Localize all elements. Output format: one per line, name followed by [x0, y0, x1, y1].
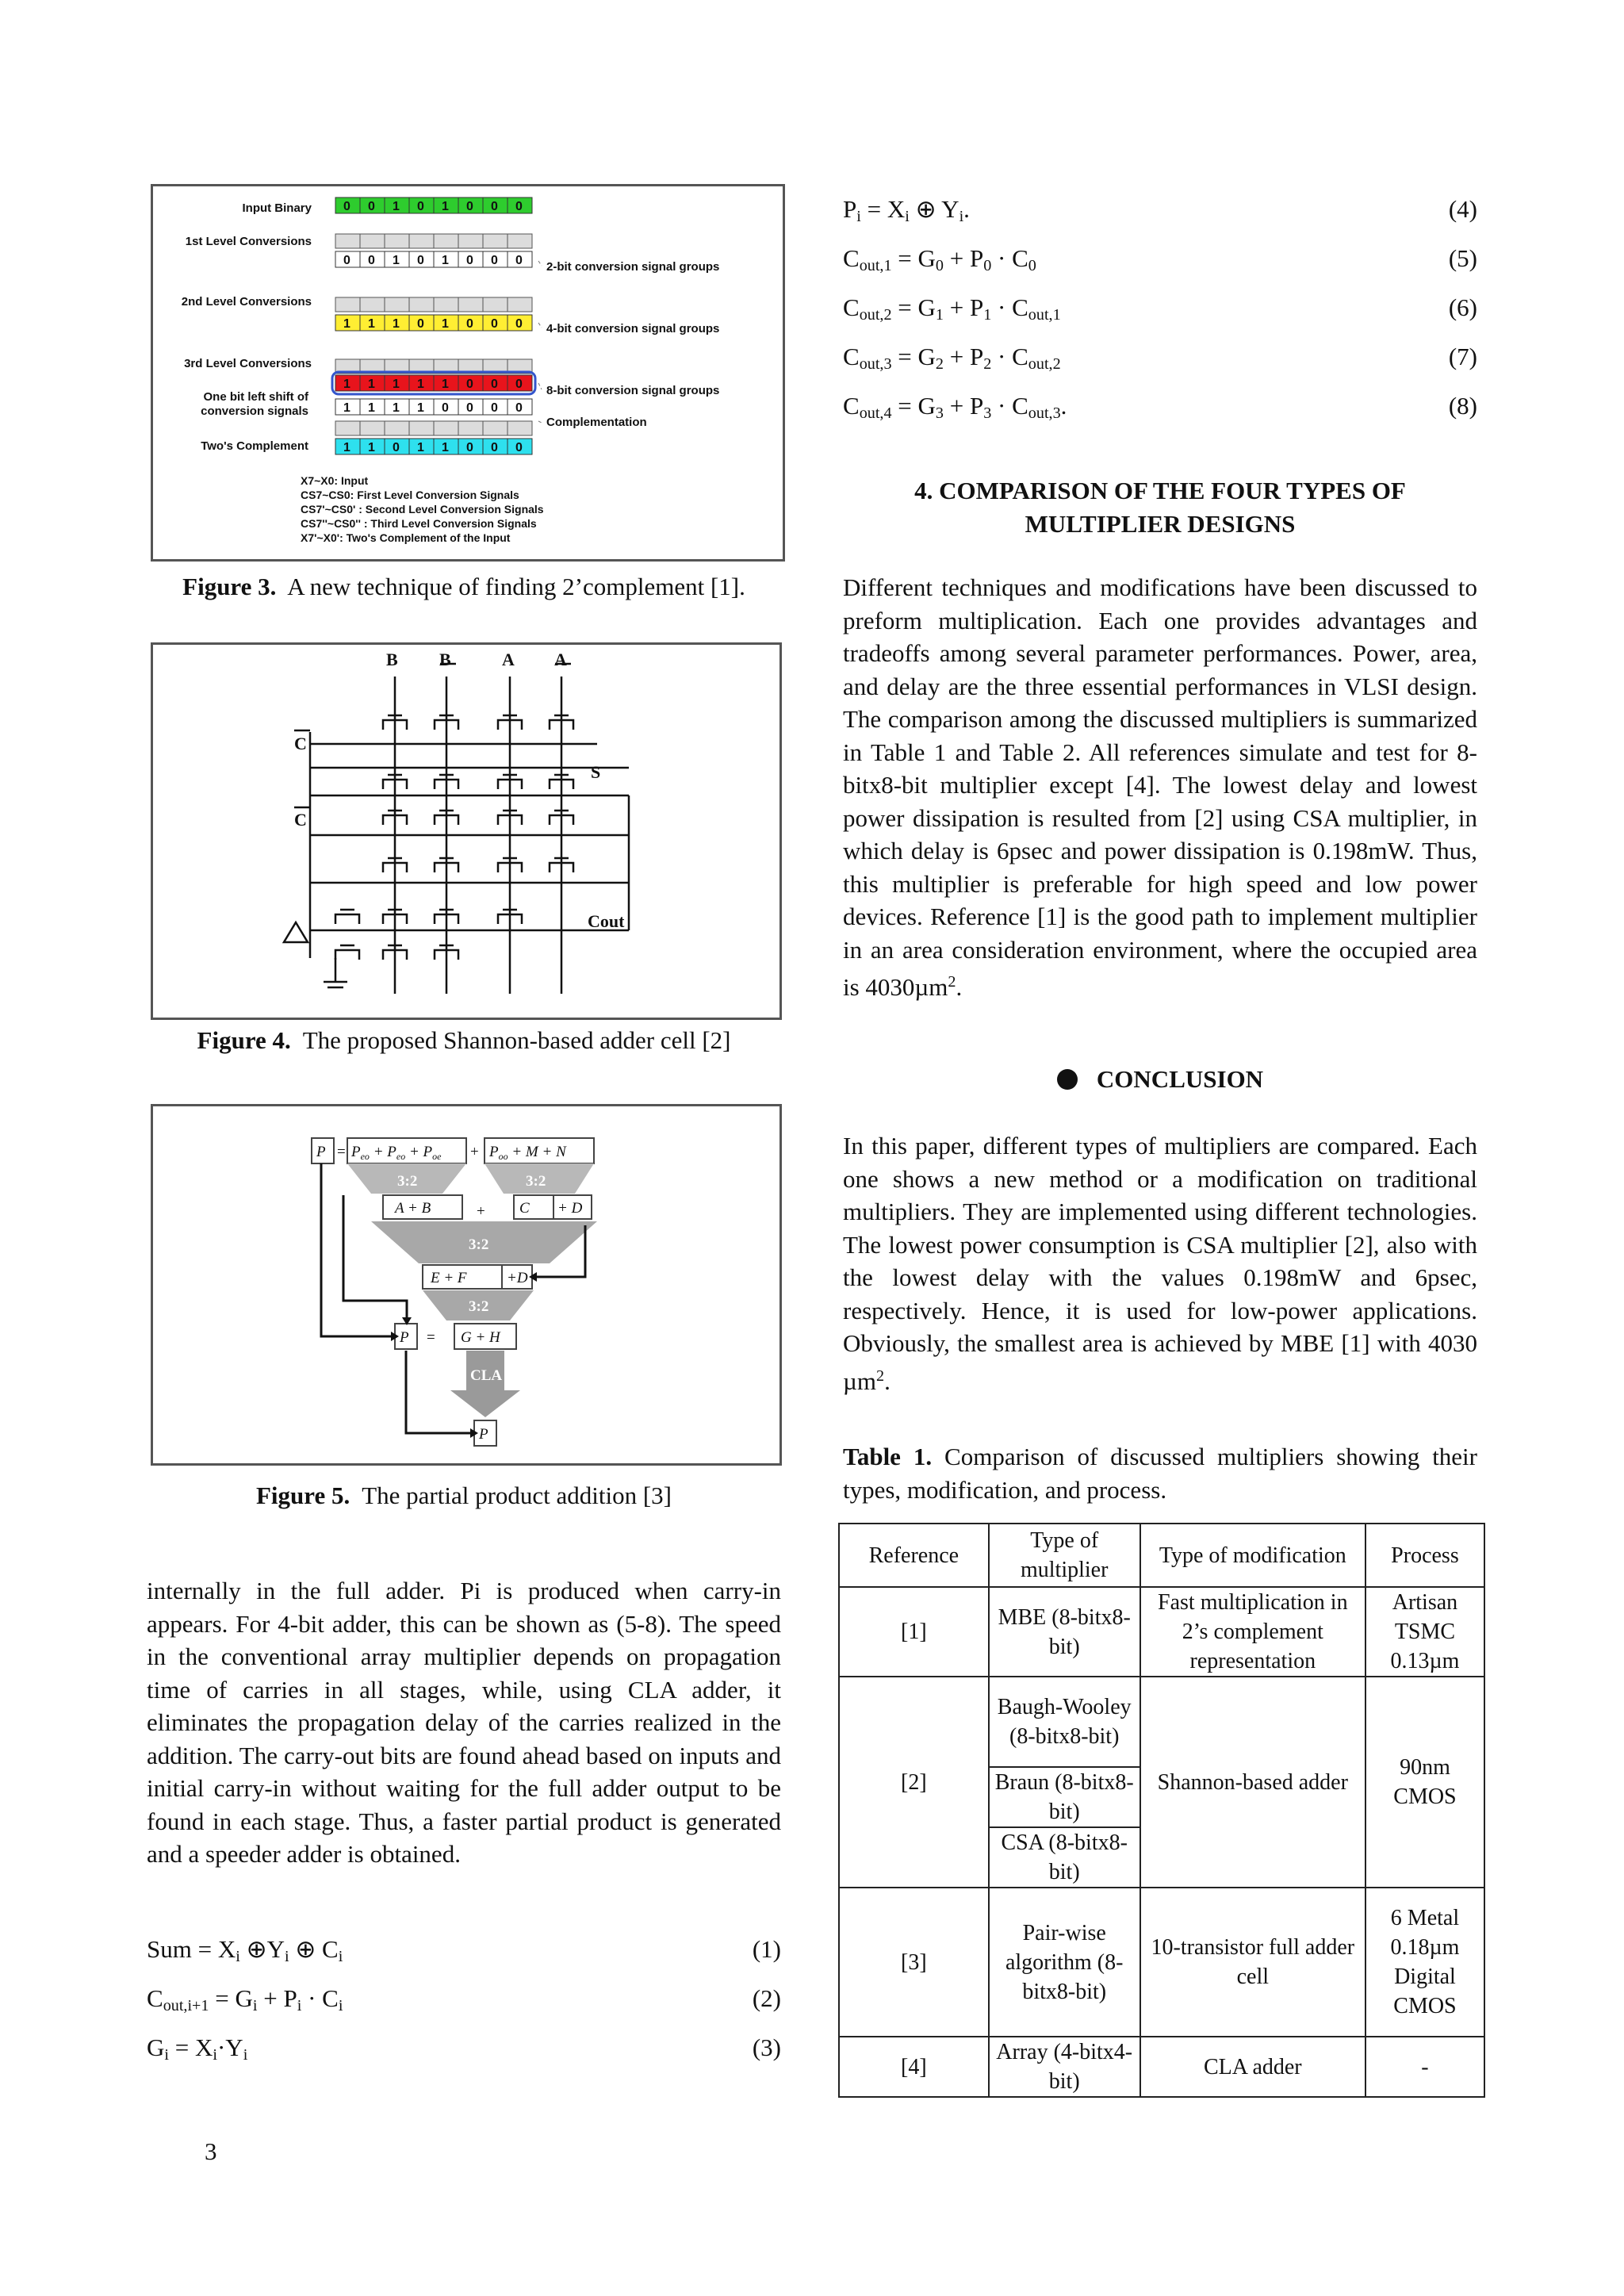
fig4-label-a: A [502, 650, 515, 669]
fig4-label-bbar: B [439, 650, 451, 669]
fig3-bit-value: 0 [417, 200, 424, 213]
fig3-signal-cell [434, 421, 458, 435]
fig3-label-twos: Two's Complement [201, 439, 308, 453]
table-cell-proc-1: Artisan TSMC 0.13µm [1365, 1587, 1484, 1677]
fig3-bit-value: 0 [491, 401, 498, 415]
fig3-bit-value: 1 [442, 317, 449, 331]
fig3-signal-cell [434, 297, 458, 312]
fig3-signal-cell [434, 234, 458, 248]
fig3-signal-cell [458, 421, 483, 435]
fig3-bit-value: 0 [515, 401, 523, 415]
table-cell-type-1: MBE (8-bitx8-bit) [989, 1587, 1140, 1677]
fig3-bit-value: 0 [368, 254, 375, 267]
equation-6: $C_{out,2} = G_1 + P_1 \cdot C_{out,1}$ (6) [843, 293, 1477, 324]
equation-5-number: (5) [1448, 244, 1477, 272]
svg-text:Peo + Peo + Poe: $P_{eo} + P_{eo} + P_{oe}$ [351, 1144, 442, 1162]
table-header-process: Process [1365, 1524, 1484, 1587]
fig3-bit-value: 0 [515, 378, 523, 391]
fig3-bit-value: 0 [491, 441, 498, 454]
figure-4-caption [147, 1026, 781, 1055]
table-cell-mod-3: 10-transistor full adder cell [1140, 1888, 1365, 2037]
page-number: 3 [205, 2137, 217, 2165]
fig4-label-abar: A [554, 650, 567, 669]
fig3-bit-value: 0 [515, 254, 523, 267]
fig3-signal-cell [483, 297, 508, 312]
fig3-bit-value: 0 [466, 200, 473, 213]
fig3-signal-cell [385, 234, 409, 248]
figure-5 [151, 1104, 782, 1466]
fig3-bit-value: 1 [393, 378, 400, 391]
table-row [839, 1677, 1484, 1767]
fig3-bit-value: 1 [417, 441, 424, 454]
fig3-legend-3: CS7''~CS0'' : Third Level Conversion Signals [301, 517, 537, 530]
fig3-legend-4: X7'~X0': Two's Complement of the Input [301, 531, 511, 544]
svg-text:G + H: G + H [461, 1329, 500, 1346]
equation-2-number: (2) [752, 1984, 781, 2012]
fig3-legend-1: CS7~CS0: First Level Conversion Signals [301, 489, 519, 501]
svg-text:P: P [316, 1144, 326, 1160]
fig5-cla: CLA [470, 1367, 503, 1384]
fig3-bit-value: 1 [368, 441, 375, 454]
conclusion-title [843, 1063, 1477, 1096]
fig3-bit-value: 0 [491, 378, 498, 391]
fig3-group-8bit: 8-bit conversion signal groups [546, 384, 720, 397]
equation-3-number: (3) [752, 2033, 781, 2061]
fig3-bracket [538, 421, 542, 423]
svg-text:Poo + M + N: $P_{oo} + M + N$ [489, 1144, 566, 1162]
svg-text:+: + [477, 1203, 485, 1220]
table-cell-type-4: Array (4-bitx4-bit) [989, 2037, 1140, 2097]
fig3-bit-value: 0 [393, 441, 400, 454]
fig4-transistor [335, 910, 359, 924]
fig3-bit-value: 1 [343, 378, 350, 391]
fig5-stage-2: 3:2 [469, 1236, 489, 1253]
section-4-body: Different techniques and modifications have been discussed to preform multiplication. Each one provides advantages and tradeoffs among several parameter performances. Power, area, and delay are the three essential performances in VLSI design. The comparison among the discussed multipliers is summarized in Table 1 and Table 2. All references simulate and test for 8-bitx8-bit multiplier except [4]. The lowest delay and lowest power dissipation is resulted from [2] using CSA multiplier, in which delay is 6psec and power dissipation is 0.198mW. Thus, this multiplier is preferable for high speed and low power devices. Reference [1] is the good path to implement multiplier in an area consideration environment, where the occupied area is 4030µm$^2$. [843, 573, 1477, 1002]
equation-7: $C_{out,3} = G_2 + P_2 \cdot C_{out,2}$ (7) [843, 343, 1477, 374]
table-1-caption-text: Comparison of discussed multipliers showing their types, modification, and process. [843, 1443, 1477, 1504]
fig3-bit-value: 1 [343, 401, 350, 415]
svg-text:P: P [400, 1329, 409, 1346]
fig3-label-input: Input Binary [242, 201, 312, 215]
fig3-bit-value: 1 [343, 441, 350, 454]
fig3-bit-value: 0 [343, 200, 350, 213]
table-1-caption [843, 1440, 1477, 1506]
fig3-bit-value: 1 [393, 254, 400, 267]
fig3-bit-value: 1 [368, 401, 375, 415]
figure-3-diagram [153, 186, 783, 559]
table-cell-type-2a: Baugh-Wooley (8-bitx8-bit) [989, 1677, 1140, 1767]
equation-4: $P_i = X_i$ ⊕ $Y_i$. (4) [843, 195, 1477, 226]
fig3-label-level1: 1st Level Conversions [185, 235, 312, 248]
fig4-label-b: B [386, 650, 398, 669]
table-cell-mod-4: CLA adder [1140, 2037, 1365, 2097]
fig3-bit-value: 1 [343, 317, 350, 331]
fig3-bit-value: 0 [368, 200, 375, 213]
equation-2: $C_{out,i+1} = G_i + P_i \cdot C_i$ (2) [147, 1984, 781, 2015]
fig3-legend-2: CS7'~CS0' : Second Level Conversion Signals [301, 503, 544, 516]
fig3-signal-cell [409, 297, 434, 312]
figure-4-caption-label: Figure 4. [197, 1026, 291, 1054]
fig3-signal-cell [335, 234, 360, 248]
conclusion-title-text: CONCLUSION [1096, 1065, 1264, 1093]
figure-3-caption-label: Figure 3. [182, 573, 277, 600]
fig3-signal-cell [483, 234, 508, 248]
fig3-label-level2: 2nd Level Conversions [181, 295, 312, 309]
equation-4-number: (4) [1448, 195, 1477, 223]
fig3-signal-cell [360, 297, 385, 312]
fig3-bit-value: 1 [393, 200, 400, 213]
fig3-label-level3: 3rd Level Conversions [184, 357, 312, 370]
fig3-label-shift-b: conversion signals [201, 404, 308, 418]
table-header-modification: Type of modification [1140, 1524, 1365, 1587]
table-cell-type-3: Pair-wise algorithm (8-bitx8-bit) [989, 1888, 1140, 2037]
table-cell-type-2b: Braun (8-bitx8-bit) [989, 1767, 1140, 1827]
svg-text:C: C [519, 1200, 530, 1217]
table-1-caption-label: Table 1. [843, 1443, 933, 1470]
fig5-stage-1b: 3:2 [526, 1173, 546, 1190]
equation-8: $C_{out,4} = G_3 + P_3 \cdot C_{out,3}$. (8) [843, 392, 1477, 423]
fig3-bit-value: 0 [491, 317, 498, 331]
fig3-signal-cell [508, 234, 532, 248]
table-row [839, 1587, 1484, 1677]
svg-text:E + F: E + F [431, 1270, 467, 1286]
section-4-title [843, 474, 1477, 541]
fig3-signal-cell [409, 234, 434, 248]
fig3-bit-value: 1 [417, 401, 424, 415]
fig3-bit-value: 0 [515, 317, 523, 331]
fig4-label-cbar: C [294, 810, 307, 830]
fig3-bit-value: 0 [466, 441, 473, 454]
equation-1-number: (1) [752, 1935, 781, 1963]
svg-text:=: = [427, 1329, 435, 1346]
table-cell-mod-2: Shannon-based adder [1140, 1677, 1365, 1888]
table-cell-type-2c: CSA (8-bitx8-bit) [989, 1827, 1140, 1888]
table-cell-ref-3: [3] [839, 1888, 989, 2037]
fig3-signal-cell [458, 234, 483, 248]
fig5-stage-1a: 3:2 [397, 1173, 418, 1190]
fig3-bit-value: 0 [515, 200, 523, 213]
fig4-transistors [335, 715, 573, 960]
svg-text:=: = [337, 1144, 346, 1160]
table-row [839, 2037, 1484, 2097]
section-4-body-text: Different techniques and modifications have been discussed to preform multiplication. Each one provides advantages and tradeoffs among several parameter performances. Power, area, and delay are the three essential performances in VLSI design. The comparison among the discussed multipliers is summarized in Table 1 and Table 2. All references simulate and test for 8-bitx8-bit multiplier except [4]. The lowest delay and lowest power dissipation is resulted from [2] using CSA multiplier, in which delay is 6psec and power dissipation is 0.198mW. Thus, this multiplier is preferable for high speed and low power devices. Reference [1] is the good path to implement multiplier in an area consideration environment, where the occupied area is 4030µm [843, 573, 1477, 1002]
table-header-reference: Reference [839, 1524, 989, 1587]
fig3-label-shift-a: One bit left shift of [203, 390, 308, 404]
fig3-bracket [538, 323, 542, 328]
table-cell-ref-1: [1] [839, 1587, 989, 1677]
fig3-bit-value: 1 [442, 378, 449, 391]
fig3-signal-cell [483, 421, 508, 435]
svg-text:+: + [470, 1144, 479, 1160]
fig3-bit-value: 1 [368, 378, 375, 391]
fig3-bit-value: 0 [491, 254, 498, 267]
conclusion-body: In this paper, different types of multipliers are compared. Each one shows a new method or a modification on traditional multipliers. They are implemented using different technologies. The lowest power consumption is CSA multiplier [2], also with the lowest delay with the values 0.198mW and 6psec, respectively. Hence, it is used for low-power applications. Obviously, the smallest area is achieved by MBE [1] with 4030 µm$^2$. [843, 1132, 1477, 1395]
svg-text:P: P [479, 1426, 488, 1443]
fig3-bit-value: 1 [442, 200, 449, 213]
fig3-bit-value: 0 [466, 378, 473, 391]
table-1 [838, 1523, 1485, 2098]
fig3-bit-value: 1 [393, 317, 400, 331]
figure-3-caption [147, 573, 781, 601]
table-row [839, 1524, 1484, 1587]
svg-text:+ D: + D [557, 1200, 583, 1217]
figure-3-caption-text: A new technique of finding 2’complement [1]. [287, 573, 745, 600]
fig3-group-4bit: 4-bit conversion signal groups [546, 322, 720, 335]
figure-4-circuit [153, 645, 779, 1018]
table-cell-ref-2: [2] [839, 1677, 989, 1888]
section-4-title-line-2: MULTIPLIER DESIGNS [1025, 510, 1296, 538]
svg-text:A + B: A + B [395, 1200, 431, 1217]
fig3-bit-value: 0 [466, 317, 473, 331]
equation-6-number: (6) [1448, 293, 1477, 321]
fig3-bit-value: 1 [442, 441, 449, 454]
fig3-signal-cell [335, 297, 360, 312]
fig3-bit-value: 0 [417, 317, 424, 331]
fig3-bit-value: 0 [515, 441, 523, 454]
figure-5-caption-label: Figure 5. [255, 1481, 350, 1509]
equation-5: $C_{out,1} = G_0 + P_0 \cdot C_0$ (5) [843, 244, 1477, 275]
figure-5-diagram [153, 1106, 779, 1463]
fig3-legend-0: X7~X0: Input [301, 474, 369, 487]
equation-3: $G_i = X_i\cdot Y_i$ (3) [147, 2033, 781, 2064]
section-4-title-line-1: 4. COMPARISON OF THE FOUR TYPES OF [914, 477, 1406, 504]
fig3-bracket [538, 261, 542, 266]
fig3-signal-cell [508, 297, 532, 312]
svg-text:+D: +D [507, 1270, 528, 1286]
table-cell-proc-4: - [1365, 2037, 1484, 2097]
fig3-signal-cell [335, 421, 360, 435]
fig4-transistor [335, 945, 359, 960]
left-paragraph: internally in the full adder. Pi is produced when carry-in appears. For 4-bit adder, this can be shown as (5-8). The speed in the conventional array multiplier depends on propagation time of carries in all stages, while, using CLA adder, it eliminates the propagation delay of the carries realized in the addition. The carry-out bits are found ahead based on inputs and initial carry-in without waiting for the full adder output to be found in each stage. Thus, a faster partial product is generated and a speeder adder is obtained. [147, 1577, 781, 1868]
fig3-bit-value: 0 [343, 254, 350, 267]
figure-5-caption-text: The partial product addition [3] [362, 1481, 672, 1509]
fig3-group-compl: Complementation [546, 416, 647, 429]
table-header-type: Type of multiplier [989, 1524, 1140, 1587]
fig3-bit-value: 0 [466, 254, 473, 267]
figure-4-caption-text: The proposed Shannon-based adder cell [2] [302, 1026, 731, 1054]
fig3-signal-cell [458, 297, 483, 312]
fig3-signal-cell [360, 234, 385, 248]
fig3-bit-value: 1 [368, 317, 375, 331]
fig3-signal-cell [385, 421, 409, 435]
fig5-stage-3: 3:2 [469, 1298, 489, 1315]
fig4-label-s: S [591, 762, 601, 782]
figure-3 [151, 184, 785, 562]
fig3-bracket [538, 383, 542, 389]
fig3-signal-cell [360, 421, 385, 435]
figure-5-caption [147, 1481, 781, 1510]
table-cell-proc-3: 6 Metal 0.18µm Digital CMOS [1365, 1888, 1484, 2037]
fig4-label-c: C [294, 734, 307, 753]
conclusion-body-text: In this paper, different types of multipliers are compared. Each one shows a new method or a modification on traditional multipliers. They are implemented using different technologies. The lowest power consumption is CSA multiplier [2], also with the lowest delay with the values 0.198mW and 6psec, respectively. Hence, it is used for low-power applications. Obviously, the smallest area is achieved by MBE [1] with 4030 µm [843, 1132, 1477, 1395]
fig3-bit-value: 0 [417, 254, 424, 267]
conclusion-bullet-icon [1057, 1069, 1078, 1090]
fig3-bit-grid [332, 197, 542, 454]
fig3-bit-value: 0 [491, 200, 498, 213]
fig3-signal-cell [409, 421, 434, 435]
fig3-bit-value: 1 [442, 254, 449, 267]
table-row [839, 1888, 1484, 2037]
table-cell-mod-1: Fast multiplication in 2’s complement representation [1140, 1587, 1365, 1677]
fig3-signal-cell [385, 297, 409, 312]
figure-4 [151, 642, 782, 1020]
fig3-signal-cell [508, 421, 532, 435]
table-cell-ref-4: [4] [839, 2037, 989, 2097]
fig3-bit-value: 0 [466, 401, 473, 415]
fig3-bit-value: 1 [393, 401, 400, 415]
fig3-bit-value: 1 [417, 378, 424, 391]
equation-8-number: (8) [1448, 392, 1477, 420]
table-cell-proc-2: 90nm CMOS [1365, 1677, 1484, 1888]
fig3-group-2bit: 2-bit conversion signal groups [546, 260, 720, 274]
fig3-bit-value: 0 [442, 401, 449, 415]
equation-1: Sum = $X_i$ $\oplus Y_i$ ⊕ $C_i$ (1) [147, 1935, 781, 1966]
fig4-label-cout: Cout [588, 911, 625, 931]
equation-7-number: (7) [1448, 343, 1477, 370]
